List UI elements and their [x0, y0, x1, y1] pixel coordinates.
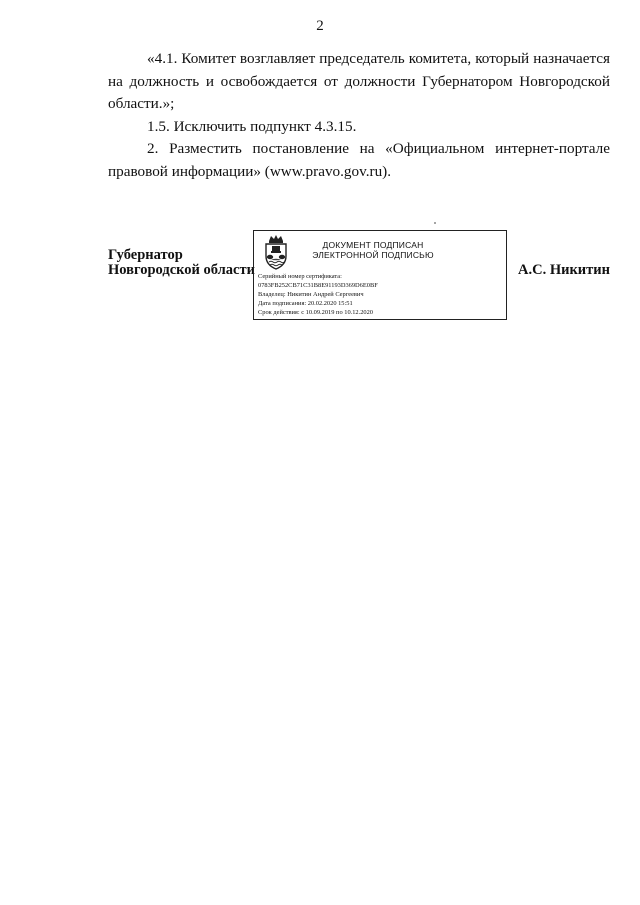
document-body — [108, 48, 610, 183]
electronic-signature-stamp — [253, 230, 507, 320]
stamp-detail-line: Владелец: Никитин Андрей Сергеевич — [258, 291, 364, 298]
stamp-detail-line: 0783FB252CB71C31B8E91193D369D6E0BF — [258, 282, 378, 289]
paragraph-item-2: 2. Разместить постановление на «Официальном интернет-портале правовой информации» (www.pravo.gov.ru). — [108, 140, 610, 180]
stamp-heading-line2: ЭЛЕКТРОННОЙ ПОДПИСЬЮ — [312, 250, 434, 260]
signer-position-line2: Новгородской области — [108, 262, 255, 278]
paragraph-amendment-4-1: «4.1. Комитет возглавляет председатель комитета, который назначается на должность и освобождается от должности Губернатором Новгородской области.»; — [108, 50, 610, 112]
paragraph-item-1-5: 1.5. Исключить подпункт 4.3.15. — [147, 117, 357, 135]
stamp-heading — [298, 240, 448, 260]
novgorod-coat-of-arms-icon — [261, 234, 291, 270]
stamp-detail-line: Дата подписания: 20.02.2020 15:51 — [258, 300, 353, 307]
stamp-details — [258, 272, 378, 317]
stamp-detail-line: Срок действия: с 10.09.2019 по 10.12.2020 — [258, 309, 374, 316]
scan-dot — [434, 222, 436, 224]
stamp-heading-line1: ДОКУМЕНТ ПОДПИСАН — [322, 240, 424, 250]
signer-position-line1: Губернатор — [108, 247, 183, 263]
stamp-detail-line: Серийный номер сертификата: — [258, 273, 342, 280]
signer-name: А.С. Никитин — [518, 262, 610, 278]
page-number: 2 — [316, 18, 324, 34]
signer-position — [108, 248, 255, 278]
